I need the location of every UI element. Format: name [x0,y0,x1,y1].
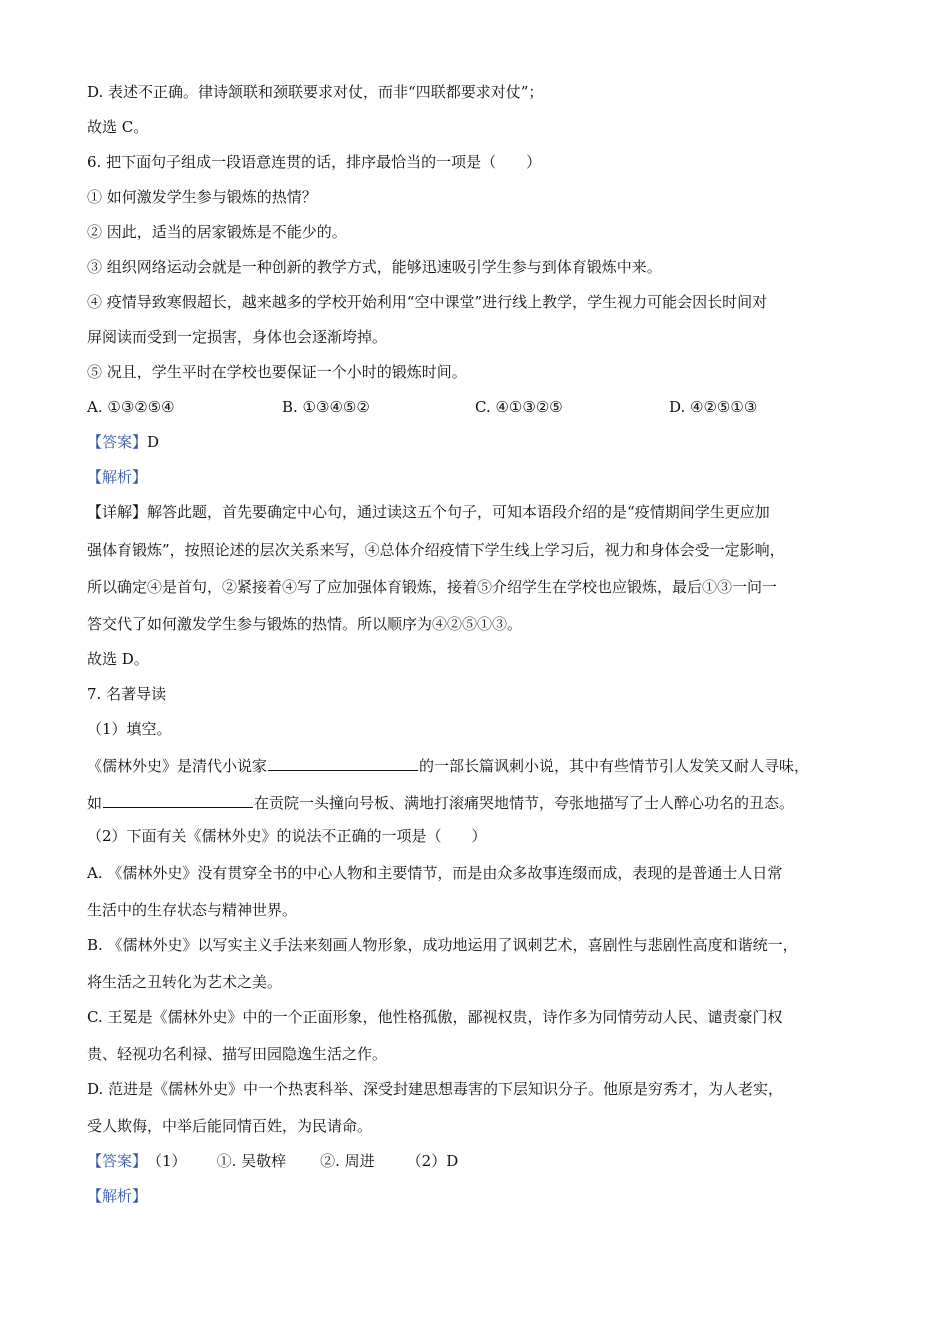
q6-stem: 6. 把下面句子组成一段语意连贯的话，排序最恰当的一项是（ ） [87,153,542,171]
q6-sentence-2: ② 因此，适当的居家锻炼是不能少的。 [87,223,347,241]
q7-part-1: （1）填空。 [87,720,172,738]
q7-fill-line-2 [87,791,862,813]
q7-answer [87,1151,862,1171]
q6-detail-line-1 [87,502,862,522]
q5-option-d-explanation: D. 表述不正确。律诗颔联和颈联要求对仗，而非“四联都要求对仗”； [87,83,544,101]
q7-answer-part-2: （2）D [406,1152,459,1170]
q6-sentence-3: ③ 组织网络运动会就是一种创新的教学方式，能够迅速吸引学生参与到体育锻炼中来。 [87,258,662,276]
q6-sentence-1: ① 如何激发学生参与锻炼的热情？ [87,188,317,206]
q7-stem: 7. 名著导读 [87,685,167,703]
analysis-tag: 【解析】 [87,1187,148,1205]
q7-option-d-line-1: D. 范进是《儒林外史》中一个热衷科举、深受封建思想毒害的下层知识分子。他原是穷秀才，为人老实， [87,1080,784,1098]
q6-detail-conclusion: 故选 D。 [87,650,149,668]
q6-detail-line-4: 答交代了如何激发学生参与锻炼的热情。所以顺序为④②⑤①③。 [87,615,523,633]
q7-part-2: （2）下面有关《儒林外史》的说法不正确的一项是（ ） [87,827,487,845]
q7-answer-part-1-label: （1） [147,1152,187,1170]
q6-option-d: D. ④②⑤①③ [669,398,758,416]
q6-answer [87,432,862,452]
analysis-tag: 【解析】 [87,468,148,486]
q7-option-b-line-2: 将生活之丑转化为艺术之美。 [87,973,283,991]
q6-sentence-4-line-1: ④ 疫情导致寒假超长，越来越多的学校开始利用“空中课堂”进行线上教学，学生视力可能会因长时间对 [87,293,768,311]
detail-tag: 【详解】 [87,503,148,521]
fill-1-prefix: 《儒林外史》是清代小说家 [87,757,268,775]
q6-sentence-4-line-2: 屏阅读而受到一定损害，身体也会逐渐垮掉。 [87,328,388,346]
answer-tag: 【答案】 [87,1152,148,1170]
q7-answer-blank-1: ①. 吴敬梓 [216,1152,287,1170]
q6-option-b: B. ①③④⑤② [282,398,370,416]
q7-option-d-line-2: 受人欺侮，中举后能同情百姓，为民请命。 [87,1117,373,1135]
answer-tag: 【答案】 [87,433,148,451]
q7-analysis-heading [87,1186,862,1206]
q7-option-a-line-2: 生活中的生存状态与精神世界。 [87,901,298,919]
fill-2-prefix: 如 [87,794,103,812]
q6-sentence-5: ⑤ 况且，学生平时在学校也要保证一个小时的锻炼时间。 [87,363,467,381]
q6-option-c: C. ④①③②⑤ [475,398,563,416]
q6-answer-value: D [147,433,160,451]
q7-fill-line-1 [87,754,862,776]
detail-text-1: 解答此题，首先要确定中心句，通过读这五个句子，可知本语段介绍的是“疫情期间学生更应加 [147,503,770,521]
q7-option-a-line-1: A. 《儒林外史》没有贯穿全书的中心人物和主要情节，而是由众多故事连缀而成，表现的是普通士人日常 [87,864,783,882]
q7-option-c-line-1: C. 王冕是《儒林外史》中的一个正面形象，他性格孤傲，鄙视权贵，诗作多为同情劳动人民、谴责豪门权 [87,1008,783,1026]
q6-detail-line-2: 强体育锻炼”，按照论述的层次关系来写，④总体介绍疫情下学生线上学习后，视力和身体会受一定影响， [87,541,785,559]
q6-detail-line-3: 所以确定④是首句，②紧接着④写了应加强体育锻炼，接着⑤介绍学生在学校也应锻炼，最后①③一问一 [87,578,778,596]
q5-conclusion: 故选 C。 [87,118,149,136]
q7-option-c-line-2: 贵、轻视功名利禄、描写田园隐逸生活之作。 [87,1045,388,1063]
q7-option-b-line-1: B. 《儒林外史》以写实主义手法来刻画人物形象，成功地运用了讽刺艺术，喜剧性与悲剧性高度和谐统一， [87,936,798,954]
q6-analysis-heading [87,467,862,487]
fill-1-suffix: 的一部长篇讽刺小说，其中有些情节引人发笑又耐人寻味， [419,757,810,775]
q6-option-a: A. ①③②⑤④ [87,398,175,416]
q7-answer-blank-2: ②. 周进 [320,1152,375,1170]
fill-2-suffix: 在贡院一头撞向号板、满地打滚痛哭地情节，夸张地描写了士人醉心功名的丑态。 [254,794,795,812]
fill-blank-character[interactable] [103,791,253,808]
fill-blank-author[interactable] [268,754,418,771]
